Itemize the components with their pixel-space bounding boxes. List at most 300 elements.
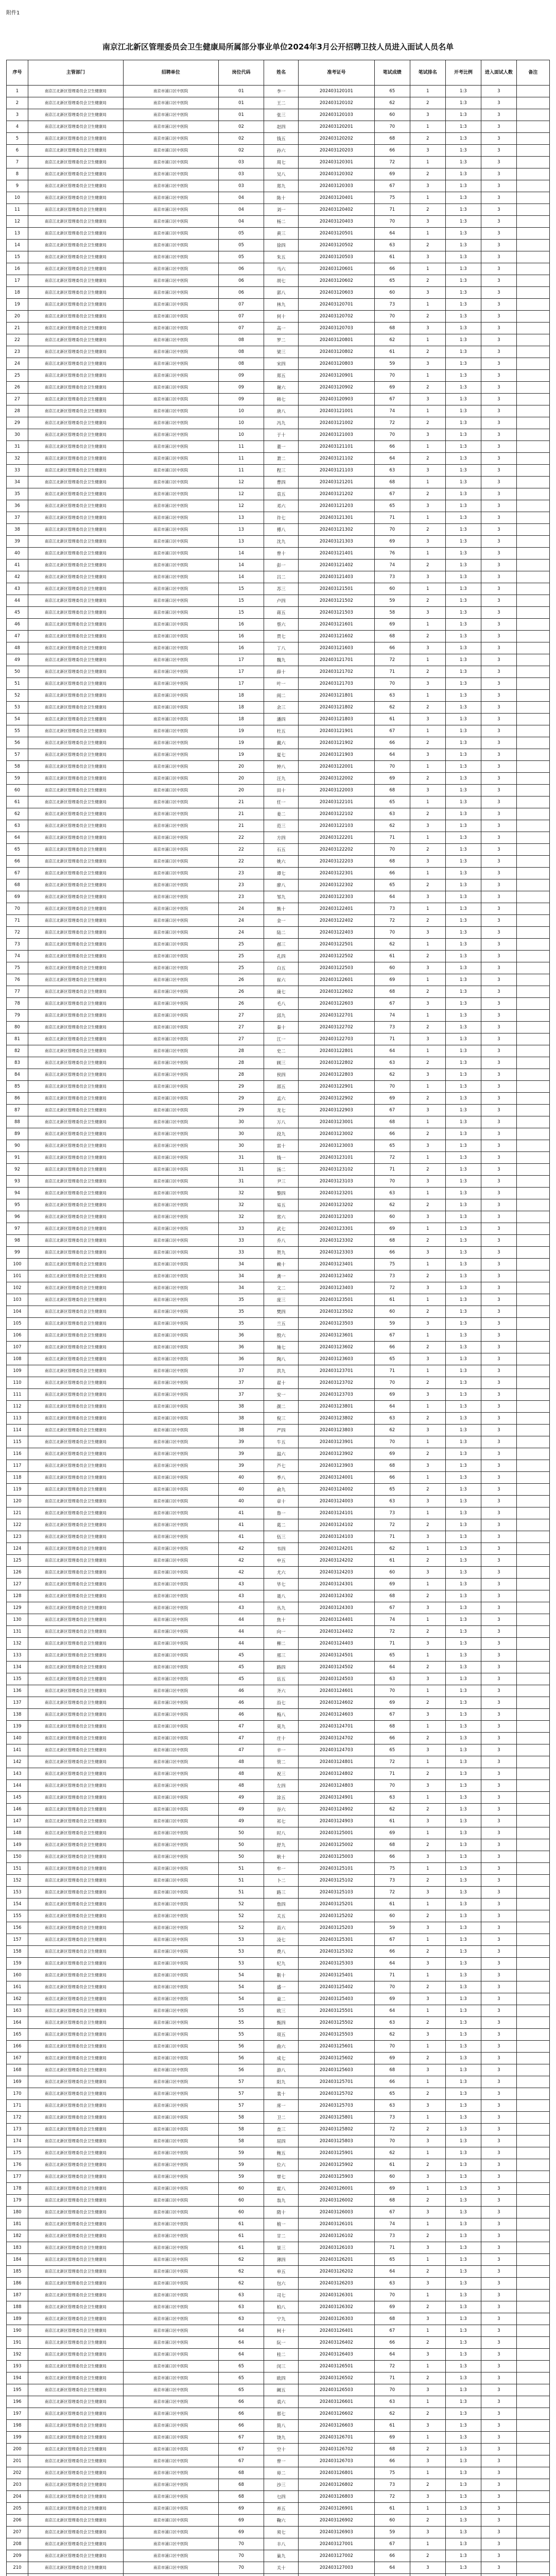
table-row bbox=[7, 1484, 550, 1496]
row-note bbox=[516, 429, 549, 441]
row-note bbox=[516, 2053, 549, 2064]
row-department: 南京江北新区管理委员会卫生健康局 bbox=[28, 346, 123, 358]
row-department: 南京江北新区管理委员会卫生健康局 bbox=[28, 2562, 123, 2574]
row-index: 187 bbox=[7, 2290, 28, 2301]
row-ticket-no: 202403125401 bbox=[298, 1970, 374, 1981]
row-name: 蔡六 bbox=[264, 619, 299, 631]
row-written-rank: 1 bbox=[410, 1152, 445, 1164]
row-post-code: 31 bbox=[218, 1152, 264, 1164]
row-written-score: 70 bbox=[374, 524, 410, 536]
row-ratio: 1:3 bbox=[445, 287, 481, 299]
row-unit: 南京市浦口区中医院 bbox=[123, 595, 218, 607]
row-note bbox=[516, 1626, 549, 1638]
table-row bbox=[7, 1662, 550, 1673]
row-written-rank: 2 bbox=[410, 2017, 445, 2029]
row-ticket-no: 202403123703 bbox=[298, 1389, 374, 1401]
row-post-code: 10 bbox=[218, 417, 264, 429]
row-unit: 南京市浦口区中医院 bbox=[123, 1507, 218, 1519]
row-index: 178 bbox=[7, 2183, 28, 2195]
row-post-code: 03 bbox=[218, 157, 264, 168]
row-ratio: 1:3 bbox=[445, 1377, 481, 1389]
row-ratio: 1:3 bbox=[445, 536, 481, 548]
row-ratio: 1:3 bbox=[445, 1946, 481, 1958]
row-name: 林九 bbox=[264, 299, 299, 311]
row-name: 袁五 bbox=[264, 488, 299, 500]
row-unit: 南京市浦口区中医院 bbox=[123, 820, 218, 832]
row-department: 南京江北新区管理委员会卫生健康局 bbox=[28, 1709, 123, 1721]
row-index: 192 bbox=[7, 2349, 28, 2361]
row-ticket-no: 202403122702 bbox=[298, 1022, 374, 1033]
row-note bbox=[516, 856, 549, 868]
row-unit: 南京市浦口区中医院 bbox=[123, 714, 218, 725]
row-written-score: 60 bbox=[374, 287, 410, 299]
row-post-code: 09 bbox=[218, 394, 264, 405]
row-ratio: 1:3 bbox=[445, 334, 481, 346]
row-index: 39 bbox=[7, 536, 28, 548]
row-ticket-no: 202403121402 bbox=[298, 560, 374, 571]
row-post-code: 20 bbox=[218, 761, 264, 773]
row-interview-count: 3 bbox=[481, 737, 516, 749]
row-post-code: 37 bbox=[218, 1365, 264, 1377]
row-unit: 南京市浦口区中医院 bbox=[123, 133, 218, 145]
row-ticket-no: 202403126902 bbox=[298, 2515, 374, 2527]
row-unit: 南京市浦口区中医院 bbox=[123, 986, 218, 998]
row-ratio: 1:3 bbox=[445, 714, 481, 725]
row-department: 南京江北新区管理委员会卫生健康局 bbox=[28, 192, 123, 204]
row-unit: 南京市浦口区中医院 bbox=[123, 1579, 218, 1590]
row-interview-count: 3 bbox=[481, 2337, 516, 2349]
row-index: 17 bbox=[7, 275, 28, 287]
table-row bbox=[7, 1922, 550, 1934]
row-interview-count: 3 bbox=[481, 1899, 516, 1910]
row-written-score: 71 bbox=[374, 2372, 410, 2384]
table-row bbox=[7, 1958, 550, 1970]
row-index: 21 bbox=[7, 323, 28, 334]
row-ratio: 1:3 bbox=[445, 2230, 481, 2242]
row-interview-count: 3 bbox=[481, 358, 516, 370]
row-ticket-no: 202403124403 bbox=[298, 1638, 374, 1650]
row-unit: 南京市浦口区中医院 bbox=[123, 844, 218, 856]
row-ratio: 1:3 bbox=[445, 1116, 481, 1128]
row-name: 邵五 bbox=[264, 1081, 299, 1093]
row-ticket-no: 202403123001 bbox=[298, 1116, 374, 1128]
row-department: 南京江北新区管理委员会卫生健康局 bbox=[28, 571, 123, 583]
row-department: 南京江北新区管理委员会卫生健康局 bbox=[28, 2266, 123, 2278]
row-index: 53 bbox=[7, 702, 28, 714]
row-written-score: 68 bbox=[374, 2313, 410, 2325]
table-row bbox=[7, 1981, 550, 1993]
row-interview-count: 3 bbox=[481, 2183, 516, 2195]
row-name: 苗六 bbox=[264, 1922, 299, 1934]
row-post-code: 22 bbox=[218, 832, 264, 844]
row-ticket-no: 202403125902 bbox=[298, 2159, 374, 2171]
table-row bbox=[7, 500, 550, 512]
table-row bbox=[7, 571, 550, 583]
row-written-rank: 2 bbox=[410, 1270, 445, 1282]
row-department: 南京江北新区管理委员会卫生健康局 bbox=[28, 2337, 123, 2349]
row-department: 南京江北新区管理委员会卫生健康局 bbox=[28, 1602, 123, 1614]
row-note bbox=[516, 192, 549, 204]
row-interview-count: 3 bbox=[481, 2218, 516, 2230]
row-interview-count: 3 bbox=[481, 1140, 516, 1152]
row-written-score: 61 bbox=[374, 1555, 410, 1567]
table-row bbox=[7, 1342, 550, 1353]
row-interview-count: 3 bbox=[481, 939, 516, 951]
row-unit: 南京市浦口区中医院 bbox=[123, 1922, 218, 1934]
row-written-score: 68 bbox=[374, 133, 410, 145]
row-unit: 南京市浦口区中医院 bbox=[123, 2408, 218, 2420]
row-interview-count: 3 bbox=[481, 1425, 516, 1436]
row-ratio: 1:3 bbox=[445, 109, 481, 121]
row-index: 153 bbox=[7, 1887, 28, 1899]
row-interview-count: 3 bbox=[481, 500, 516, 512]
row-interview-count: 3 bbox=[481, 1555, 516, 1567]
row-name: 俞九 bbox=[264, 1484, 299, 1496]
row-interview-count: 3 bbox=[481, 1128, 516, 1140]
row-interview-count: 3 bbox=[481, 654, 516, 666]
row-department: 南京江北新区管理委员会卫生健康局 bbox=[28, 2455, 123, 2467]
row-index: 103 bbox=[7, 1294, 28, 1306]
row-department: 南京江北新区管理委员会卫生健康局 bbox=[28, 1330, 123, 1342]
row-index: 50 bbox=[7, 666, 28, 678]
row-name: 薄四 bbox=[264, 2254, 299, 2266]
row-department: 南京江北新区管理委员会卫生健康局 bbox=[28, 761, 123, 773]
row-unit: 南京市浦口区中医院 bbox=[123, 192, 218, 204]
row-department: 南京江北新区管理委员会卫生健康局 bbox=[28, 1365, 123, 1377]
row-name: 宋四 bbox=[264, 358, 299, 370]
row-interview-count: 3 bbox=[481, 488, 516, 500]
row-name: 裴十 bbox=[264, 2088, 299, 2100]
row-note bbox=[516, 1863, 549, 1875]
row-name: 高一 bbox=[264, 323, 299, 334]
row-ticket-no: 202403124002 bbox=[298, 1484, 374, 1496]
row-written-score: 71 bbox=[374, 1970, 410, 1981]
table-row bbox=[7, 678, 550, 690]
row-written-rank: 1 bbox=[410, 2290, 445, 2301]
row-written-rank: 2 bbox=[410, 1519, 445, 1531]
row-written-rank: 1 bbox=[410, 441, 445, 453]
row-ratio: 1:3 bbox=[445, 1590, 481, 1602]
table-row bbox=[7, 2372, 550, 2384]
row-interview-count: 3 bbox=[481, 1353, 516, 1365]
row-written-rank: 1 bbox=[410, 1401, 445, 1413]
row-ticket-no: 202403123403 bbox=[298, 1282, 374, 1294]
row-post-code: 46 bbox=[218, 1697, 264, 1709]
row-note bbox=[516, 275, 549, 287]
row-department: 南京江北新区管理委员会卫生健康局 bbox=[28, 2207, 123, 2218]
row-index: 128 bbox=[7, 1590, 28, 1602]
row-unit: 南京市浦口区中医院 bbox=[123, 856, 218, 868]
row-written-score: 64 bbox=[374, 2349, 410, 2361]
row-post-code: 33 bbox=[218, 1223, 264, 1235]
row-ratio: 1:3 bbox=[445, 1567, 481, 1579]
row-post-code: 50 bbox=[218, 1851, 264, 1863]
row-post-code: 61 bbox=[218, 2218, 264, 2230]
row-interview-count: 3 bbox=[481, 2254, 516, 2266]
row-written-rank: 2 bbox=[410, 488, 445, 500]
row-unit: 南京市浦口区中医院 bbox=[123, 1342, 218, 1353]
row-written-score: 65 bbox=[374, 879, 410, 891]
row-unit: 南京市浦口区中医院 bbox=[123, 1555, 218, 1567]
row-post-code: 38 bbox=[218, 1413, 264, 1425]
table-row bbox=[7, 903, 550, 915]
row-note bbox=[516, 1922, 549, 1934]
row-department: 南京江北新区管理委员会卫生健康局 bbox=[28, 1306, 123, 1318]
row-ratio: 1:3 bbox=[445, 903, 481, 915]
row-post-code: 32 bbox=[218, 1211, 264, 1223]
row-unit: 南京市浦口区中医院 bbox=[123, 2290, 218, 2301]
row-department: 南京江北新区管理委员会卫生健康局 bbox=[28, 725, 123, 737]
row-post-code: 08 bbox=[218, 334, 264, 346]
row-ticket-no: 202403124602 bbox=[298, 1697, 374, 1709]
row-interview-count: 3 bbox=[481, 2207, 516, 2218]
attachment-label: 附件1 bbox=[6, 10, 20, 16]
row-name: 胡七 bbox=[264, 275, 299, 287]
row-ticket-no: 202403123201 bbox=[298, 1188, 374, 1199]
table-row bbox=[7, 939, 550, 951]
row-ticket-no: 202403127003 bbox=[298, 2562, 374, 2574]
row-ticket-no: 202403122001 bbox=[298, 761, 374, 773]
row-name: 程三 bbox=[264, 465, 299, 477]
row-ratio: 1:3 bbox=[445, 1626, 481, 1638]
row-unit: 南京市浦口区中医院 bbox=[123, 477, 218, 488]
row-name: 尤六 bbox=[264, 1567, 299, 1579]
row-index: 130 bbox=[7, 1614, 28, 1626]
row-ticket-no: 202403121502 bbox=[298, 595, 374, 607]
row-written-rank: 2 bbox=[410, 168, 445, 180]
row-ticket-no: 202403122103 bbox=[298, 820, 374, 832]
row-unit: 南京市浦口区中医院 bbox=[123, 1567, 218, 1579]
table-row bbox=[7, 394, 550, 405]
row-interview-count: 3 bbox=[481, 749, 516, 761]
row-unit: 南京市浦口区中医院 bbox=[123, 2183, 218, 2195]
row-written-rank: 3 bbox=[410, 1958, 445, 1970]
row-note bbox=[516, 1673, 549, 1685]
row-ratio: 1:3 bbox=[445, 2136, 481, 2147]
row-ratio: 1:3 bbox=[445, 251, 481, 263]
row-name: 卫二 bbox=[264, 2112, 299, 2124]
row-written-score: 71 bbox=[374, 1768, 410, 1780]
row-name: 翁九 bbox=[264, 2195, 299, 2207]
row-note bbox=[516, 204, 549, 216]
row-post-code: 47 bbox=[218, 1721, 264, 1733]
row-ratio: 1:3 bbox=[445, 951, 481, 962]
row-written-rank: 3 bbox=[410, 1211, 445, 1223]
row-ratio: 1:3 bbox=[445, 358, 481, 370]
table-row bbox=[7, 512, 550, 524]
row-written-rank: 2 bbox=[410, 2266, 445, 2278]
row-ratio: 1:3 bbox=[445, 145, 481, 157]
row-post-code: 69 bbox=[218, 2503, 264, 2515]
row-interview-count: 3 bbox=[481, 1638, 516, 1650]
row-written-score: 60 bbox=[374, 583, 410, 595]
row-note bbox=[516, 1709, 549, 1721]
row-name: 查三 bbox=[264, 2124, 299, 2136]
row-name: 巢九 bbox=[264, 2550, 299, 2562]
row-department: 南京江北新区管理委员会卫生健康局 bbox=[28, 1010, 123, 1022]
row-name: 赖十 bbox=[264, 1259, 299, 1270]
row-written-score: 66 bbox=[374, 2550, 410, 2562]
row-ticket-no: 202403124401 bbox=[298, 1614, 374, 1626]
row-interview-count: 3 bbox=[481, 1531, 516, 1543]
row-ticket-no: 202403121101 bbox=[298, 441, 374, 453]
row-ratio: 1:3 bbox=[445, 796, 481, 808]
row-ratio: 1:3 bbox=[445, 2218, 481, 2230]
row-name: 翟十 bbox=[264, 1377, 299, 1389]
table-row bbox=[7, 1176, 550, 1188]
row-written-score: 61 bbox=[374, 251, 410, 263]
row-index: 43 bbox=[7, 583, 28, 595]
row-written-rank: 1 bbox=[410, 1756, 445, 1768]
row-index: 129 bbox=[7, 1602, 28, 1614]
row-index: 6 bbox=[7, 145, 28, 157]
row-written-rank: 2 bbox=[410, 1626, 445, 1638]
row-post-code: 25 bbox=[218, 939, 264, 951]
row-post-code: 21 bbox=[218, 808, 264, 820]
row-interview-count: 3 bbox=[481, 2041, 516, 2053]
row-name: 涂五 bbox=[264, 1792, 299, 1804]
row-index: 104 bbox=[7, 1306, 28, 1318]
row-note bbox=[516, 2515, 549, 2527]
row-post-code: 68 bbox=[218, 2467, 264, 2479]
table-row bbox=[7, 1887, 550, 1899]
row-note bbox=[516, 394, 549, 405]
row-written-score: 67 bbox=[374, 1602, 410, 1614]
row-department: 南京江北新区管理委员会卫生健康局 bbox=[28, 879, 123, 891]
row-post-code: 34 bbox=[218, 1259, 264, 1270]
row-unit: 南京市浦口区中医院 bbox=[123, 1057, 218, 1069]
row-written-score: 60 bbox=[374, 2171, 410, 2183]
row-note bbox=[516, 2159, 549, 2171]
row-name: 黎四 bbox=[264, 1188, 299, 1199]
row-unit: 南京市浦口区中医院 bbox=[123, 2171, 218, 2183]
row-interview-count: 3 bbox=[481, 133, 516, 145]
row-post-code: 31 bbox=[218, 1176, 264, 1188]
row-interview-count: 3 bbox=[481, 1507, 516, 1519]
row-note bbox=[516, 1685, 549, 1697]
row-written-rank: 1 bbox=[410, 583, 445, 595]
row-interview-count bbox=[481, 2574, 516, 2576]
row-written-rank: 1 bbox=[410, 974, 445, 986]
row-post-code: 58 bbox=[218, 2136, 264, 2147]
row-ratio: 1:3 bbox=[445, 1733, 481, 1744]
row-written-rank: 1 bbox=[410, 1436, 445, 1448]
table-row bbox=[7, 1827, 550, 1839]
row-written-rank: 3 bbox=[410, 1638, 445, 1650]
row-ticket-no: 202403120703 bbox=[298, 323, 374, 334]
row-ticket-no: 202403123003 bbox=[298, 1140, 374, 1152]
row-post-code: 40 bbox=[218, 1496, 264, 1507]
row-written-rank: 1 bbox=[410, 299, 445, 311]
row-unit: 南京市浦口区中医院 bbox=[123, 915, 218, 927]
row-department: 南京江北新区管理委员会卫生健康局 bbox=[28, 1543, 123, 1555]
row-name: 韩七 bbox=[264, 394, 299, 405]
row-post-code: 22 bbox=[218, 844, 264, 856]
row-written-score: 61 bbox=[374, 1816, 410, 1827]
row-post-code: 30 bbox=[218, 1140, 264, 1152]
row-unit bbox=[123, 2574, 218, 2576]
row-post-code: 28 bbox=[218, 1045, 264, 1057]
row-department: 南京江北新区管理委员会卫生健康局 bbox=[28, 951, 123, 962]
row-written-rank: 3 bbox=[410, 1069, 445, 1081]
row-ticket-no: 202403120701 bbox=[298, 299, 374, 311]
row-written-rank: 1 bbox=[410, 761, 445, 773]
row-department: 南京江北新区管理委员会卫生健康局 bbox=[28, 1804, 123, 1816]
row-written-score: 62 bbox=[374, 820, 410, 832]
row-note bbox=[516, 808, 549, 820]
row-department: 南京江北新区管理委员会卫生健康局 bbox=[28, 1721, 123, 1733]
row-post-code: 40 bbox=[218, 1472, 264, 1484]
table-row bbox=[7, 1318, 550, 1330]
row-post-code: 02 bbox=[218, 145, 264, 157]
row-interview-count: 3 bbox=[481, 1910, 516, 1922]
row-post-code: 07 bbox=[218, 311, 264, 323]
row-name: 鞠六 bbox=[264, 2515, 299, 2527]
row-note bbox=[516, 571, 549, 583]
row-department: 南京江北新区管理委员会卫生健康局 bbox=[28, 1413, 123, 1425]
row-note bbox=[516, 1733, 549, 1744]
row-note bbox=[516, 2076, 549, 2088]
row-written-rank: 2 bbox=[410, 2479, 445, 2491]
row-unit: 南京市浦口区中医院 bbox=[123, 808, 218, 820]
row-written-rank: 2 bbox=[410, 1910, 445, 1922]
row-index: 111 bbox=[7, 1389, 28, 1401]
row-unit: 南京市浦口区中医院 bbox=[123, 1010, 218, 1022]
table-row bbox=[7, 2562, 550, 2574]
row-name: 樊四 bbox=[264, 1306, 299, 1318]
row-ratio: 1:3 bbox=[445, 417, 481, 429]
table-row bbox=[7, 1590, 550, 1602]
row-note bbox=[516, 1010, 549, 1022]
row-interview-count: 3 bbox=[481, 1756, 516, 1768]
row-index: 62 bbox=[7, 808, 28, 820]
row-name: 邹九 bbox=[264, 891, 299, 903]
row-index bbox=[7, 2574, 28, 2576]
row-written-rank: 1 bbox=[410, 1934, 445, 1946]
table-row bbox=[7, 642, 550, 654]
table-row bbox=[7, 1223, 550, 1235]
table-row bbox=[7, 1330, 550, 1342]
row-written-rank: 1 bbox=[410, 868, 445, 879]
row-ratio: 1:3 bbox=[445, 2207, 481, 2218]
row-ratio: 1:3 bbox=[445, 2349, 481, 2361]
row-department: 南京江北新区管理委员会卫生健康局 bbox=[28, 168, 123, 180]
row-ratio: 1:3 bbox=[445, 97, 481, 109]
table-row bbox=[7, 488, 550, 500]
row-name: 丛九 bbox=[264, 1602, 299, 1614]
table-row bbox=[7, 2242, 550, 2254]
row-interview-count: 3 bbox=[481, 2455, 516, 2467]
row-note bbox=[516, 2136, 549, 2147]
row-department: 南京江北新区管理委员会卫生健康局 bbox=[28, 607, 123, 619]
row-index: 206 bbox=[7, 2515, 28, 2527]
row-ticket-no: 202403123603 bbox=[298, 1353, 374, 1365]
row-written-rank: 1 bbox=[410, 2147, 445, 2159]
table-row bbox=[7, 1733, 550, 1744]
row-interview-count: 3 bbox=[481, 2420, 516, 2432]
row-name: 谷六 bbox=[264, 1804, 299, 1816]
row-index: 171 bbox=[7, 2100, 28, 2112]
row-post-code: 04 bbox=[218, 216, 264, 228]
row-unit: 南京市浦口区中医院 bbox=[123, 1069, 218, 1081]
row-ratio: 1:3 bbox=[445, 1744, 481, 1756]
row-index: 142 bbox=[7, 1756, 28, 1768]
row-interview-count: 3 bbox=[481, 2112, 516, 2124]
row-note bbox=[516, 323, 549, 334]
row-note bbox=[516, 1899, 549, 1910]
row-unit: 南京市浦口区中医院 bbox=[123, 1353, 218, 1365]
row-department: 南京江北新区管理委员会卫生健康局 bbox=[28, 1045, 123, 1057]
